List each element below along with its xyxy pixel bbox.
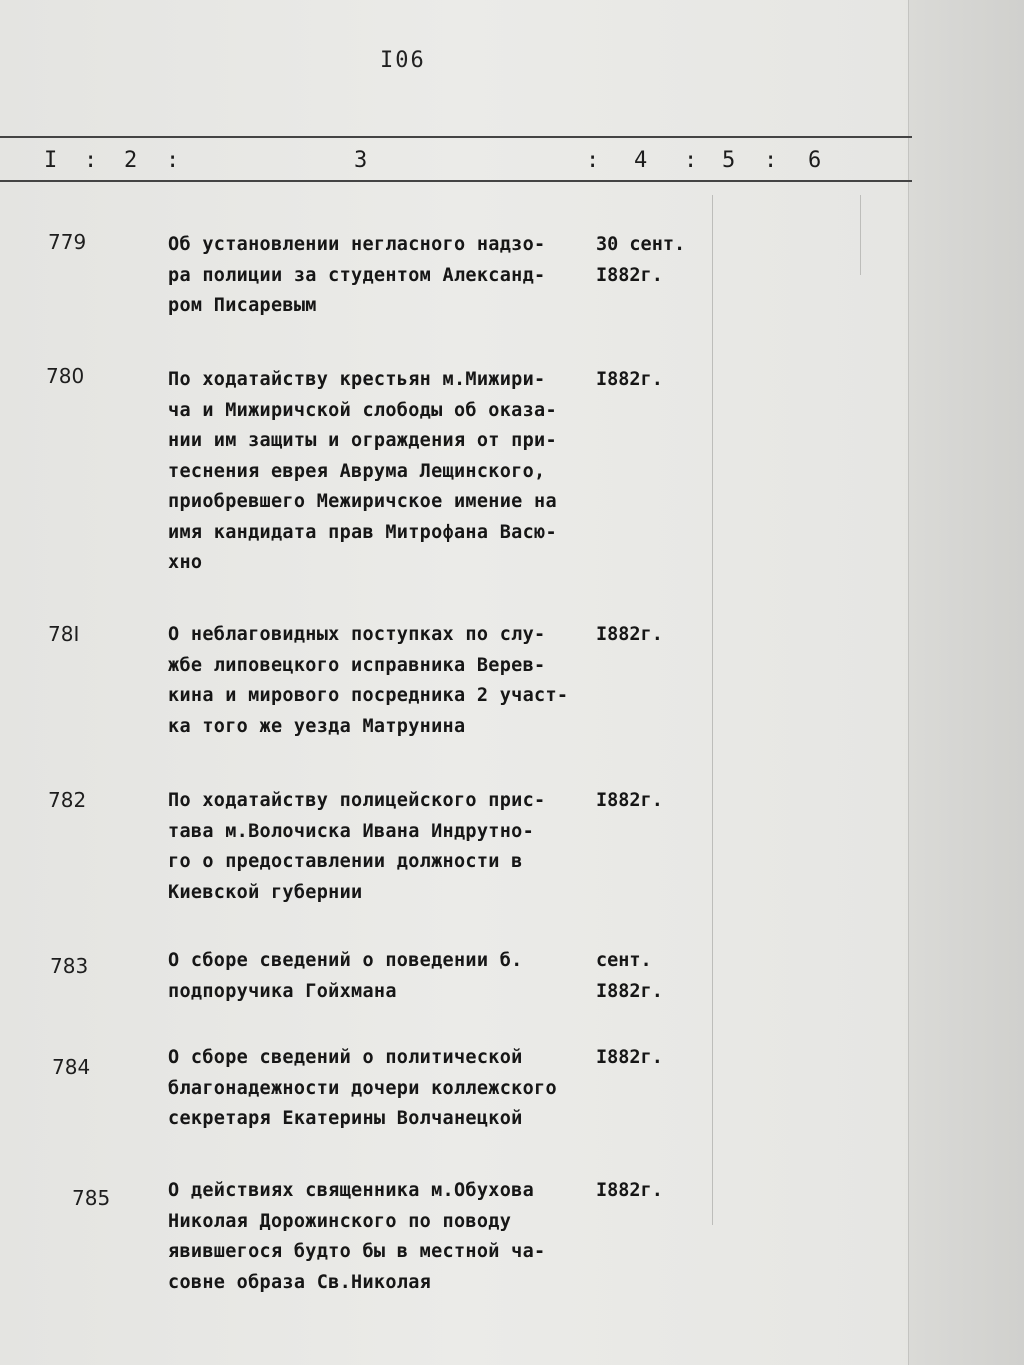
page-number: I06 — [380, 48, 426, 73]
column-header-2: 2 — [124, 148, 138, 173]
column-header-6: 6 — [808, 148, 822, 173]
entry-date: I882г. — [596, 624, 663, 645]
column-separator: : — [684, 148, 698, 173]
column-header-5: 5 — [722, 148, 736, 173]
column-separator: : — [166, 148, 180, 173]
entry-date: I882г. — [596, 790, 663, 811]
entry-number: 780 — [46, 364, 85, 388]
entry-number: 784 — [52, 1055, 91, 1079]
entry-description: Об установлении негласного надзо- ра полиции за студентом Александ- ром Писаревым — [168, 234, 546, 316]
entry-description: О сборе сведений о политической благонадежности дочери коллежского секретаря Екатерины Волчанецкой — [168, 1047, 557, 1129]
column-header-4: 4 — [634, 148, 648, 173]
header-rule-top — [0, 136, 912, 138]
entry-date: 30 сент. I882г. — [596, 234, 686, 286]
column-header-3: 3 — [354, 148, 368, 173]
column-separator: : — [84, 148, 98, 173]
entry-description: О сборе сведений о поведении б. подпоручика Гойхмана — [168, 950, 523, 1002]
entry-date: I882г. — [596, 369, 663, 390]
column-separator: : — [586, 148, 600, 173]
entry-date: I882г. — [596, 1180, 663, 1201]
entry-date: сент. I882г. — [596, 950, 663, 1002]
entry-number: 785 — [72, 1186, 111, 1210]
entry-number: 783 — [50, 954, 89, 978]
entry-description: О действиях священника м.Обухова Николая Дорожинского по поводу явившегося будто бы в местной ча- совне образа Св.Николая — [168, 1180, 546, 1293]
entry-description: По ходатайству крестьян м.Мижири- ча и Мижиричской слободы об оказа- нии им защиты и ограждения от при- теснения еврея Аврума Лещинского, приобревшего Межиричское имение на имя кандидата прав Митрофана Васю- хно — [168, 369, 557, 573]
entry-number: 782 — [48, 788, 87, 812]
column-separator: : — [764, 148, 778, 173]
page-edge-shadow — [908, 0, 1024, 1365]
entry-date: I882г. — [596, 1047, 663, 1068]
entry-number: 779 — [48, 230, 87, 254]
entry-description: По ходатайству полицейского прис- тава м.Волочиска Ивана Индрутно- го о предоставлении должности в Киевской губернии — [168, 790, 546, 903]
entry-number: 78I — [48, 622, 80, 646]
entry-description: О неблаговидных поступках по слу- жбе липовецкого исправника Верев- кина и мирового посредника 2 участ- ка того же уезда Матрунина — [168, 624, 569, 737]
column-header-1: I — [44, 148, 58, 173]
header-rule-bottom — [0, 180, 912, 182]
column-guide-line — [860, 195, 861, 275]
